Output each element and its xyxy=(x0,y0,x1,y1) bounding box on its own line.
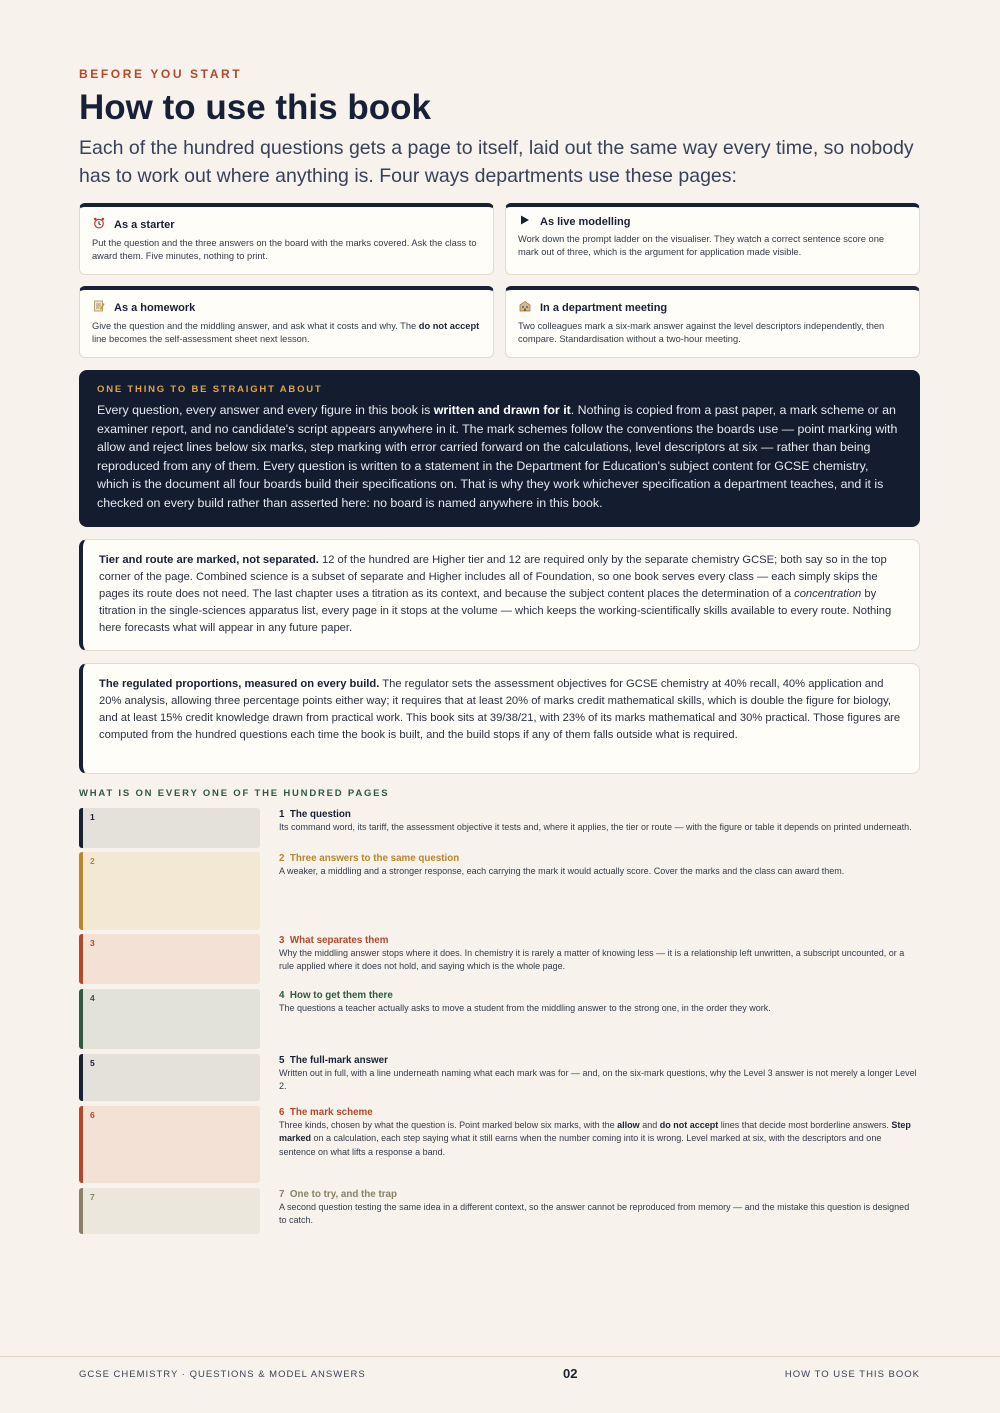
lede: Each of the hundred questions gets a page to itself, laid out the same way every time, so nobody has to work out where anything is. Four ways departments use these pages: xyxy=(79,137,914,187)
use-card-modelling xyxy=(505,203,920,275)
alarm-clock-icon xyxy=(92,217,106,232)
page-row-4: 4 How to get them there The questions a teacher actually asks to move a student from the middling answer to the strong one, in the order they work. xyxy=(279,990,771,1013)
footer-section-title: HOW TO USE THIS BOOK xyxy=(784,1369,920,1380)
uses-grid xyxy=(79,203,920,358)
page-block-4: 4 xyxy=(79,989,260,1049)
page-block-7: 7 xyxy=(79,1188,260,1234)
use-body: Two colleagues mark a six-mark answer against the level descriptors independently, then compare. Standardisation without a two-hour meeting. xyxy=(518,321,885,345)
page-block-3: 3 xyxy=(79,934,260,984)
memo-icon xyxy=(92,300,106,315)
page-row-3: 3 What separates them Why the middling answer stops where it does. In chemistry it is rarely a matter of knowing less — it is a relationship left unwritten, a subscript uncounted, or a rule applied where it does not hold, and saying which is the whole page. xyxy=(279,935,905,972)
page-row-2: 2 Three answers to the same question A weaker, a middling and a stronger response, each carrying the mark it would actually score. Cover the marks and the class can award them. xyxy=(279,853,845,876)
straight-panel xyxy=(79,370,920,527)
use-card-meeting xyxy=(505,286,920,358)
play-icon xyxy=(518,215,532,228)
tier-note: Tier and route are marked, not separated. 12 of the hundred are Higher tier and 12 are required only by the separate chemistry GCSE; both say so in the top corner of the page. Combined science is a subset of separate and Higher includes all of Foundation, so one book serves every class — each simply skips the pages its route does not need. The last chapter uses a titration as its context, and because the subject content places the determination of a concentration by titration in the single-sciences apparatus list, every page in it stops at the volume — which keeps the working-scientifically skills available to every route. Nothing here forecasts what will appear in any future paper. xyxy=(79,539,920,651)
use-body: Give the question and the middling answer, and ask what it costs and why. The do not accept line becomes the self-assessment sheet next lesson. xyxy=(92,321,480,345)
use-card-starter xyxy=(79,203,494,275)
page-title: How to use this book xyxy=(79,88,431,127)
use-body: Work down the prompt ladder on the visualiser. They watch a correct sentence score one mark out of three, which is the argument for application made visible. xyxy=(518,234,885,258)
pages-section-label: WHAT IS ON EVERY ONE OF THE HUNDRED PAGES xyxy=(79,788,390,799)
building-icon xyxy=(518,300,532,315)
straight-label: ONE THING TO BE STRAIGHT ABOUT xyxy=(97,384,323,395)
use-title: As live modelling xyxy=(540,215,631,228)
use-title: As a homework xyxy=(114,301,196,314)
page-block-2: 2 xyxy=(79,852,260,930)
page-row-5: 5 The full-mark answer Written out in full, with a line underneath naming what each mark was for — and, on the six-mark questions, why the Level 3 answer is not merely a longer Level 2. xyxy=(279,1055,917,1092)
proportions-note: The regulated proportions, measured on every build. The regulator sets the assessment objectives for GCSE chemistry at 40% recall, 40% application and 20% analysis, allowing three percentage points either way; it requires that at least 20% of marks credit mathematical skills, which is double the figure for biology, and at least 15% credit knowledge drawn from practical work. This book sits at 39/38/21, with 23% of its marks mathematical and 30% practical. Those figures are computed from the hundred questions each time the book is built, and the build stops if any of them falls outside what is required. xyxy=(79,663,920,774)
use-title: As a starter xyxy=(114,218,175,231)
page-number: 02 xyxy=(563,1366,578,1381)
page-block-6: 6 xyxy=(79,1106,260,1183)
page-block-5: 5 xyxy=(79,1054,260,1101)
use-body: Put the question and the three answers on the board with the marks covered. Ask the class to award them. Five minutes, nothing to print. xyxy=(92,238,477,262)
page-row-6: 6 The mark scheme Three kinds, chosen by what the question is. Point marked below six marks, with the allow and do not accept lines that decide most borderline answers. Step marked on a calculation, each step saying what it still earns when the number coming into it is wrong. Level marked at six, with the descriptors and one sentence on what lifts a response a band. xyxy=(279,1107,911,1157)
page-row-7: 7 One to try, and the trap A second question testing the same idea in a different context, so the answer cannot be reproduced from memory — and the mistake this question is designed to catch. xyxy=(279,1189,910,1226)
eyebrow: BEFORE YOU START xyxy=(79,67,243,81)
page-row-1: 1 The question Its command word, its tariff, the assessment objective it tests and, where it applies, the tier or route — with the figure or table it depends on printed underneath. xyxy=(279,809,912,832)
use-title: In a department meeting xyxy=(540,301,668,314)
use-card-homework xyxy=(79,286,494,358)
straight-body: Every question, every answer and every figure in this book is written and drawn for it. Nothing is copied from a past paper, a mark scheme or an examiner report, and no candidate's script appears anywhere in it. The mark schemes follow the conventions the boards use — point marking with allow and reject lines below six marks, step marking with error carried forward on the calculations, level descriptors at six — rather than being reproduced from any of them. Every question is written to a statement in the Department for Education's subject content for GCSE chemistry, which is the document all four boards build their specifications on. That is why they work whichever specification a department teaches, and it is checked on every build rather than asserted here: no board is named anywhere in this book. xyxy=(97,403,898,510)
page-block-1: 1 xyxy=(79,808,260,848)
footer-divider xyxy=(0,1356,1000,1357)
footer-book-title: GCSE CHEMISTRY · QUESTIONS & MODEL ANSWERS xyxy=(79,1369,366,1380)
